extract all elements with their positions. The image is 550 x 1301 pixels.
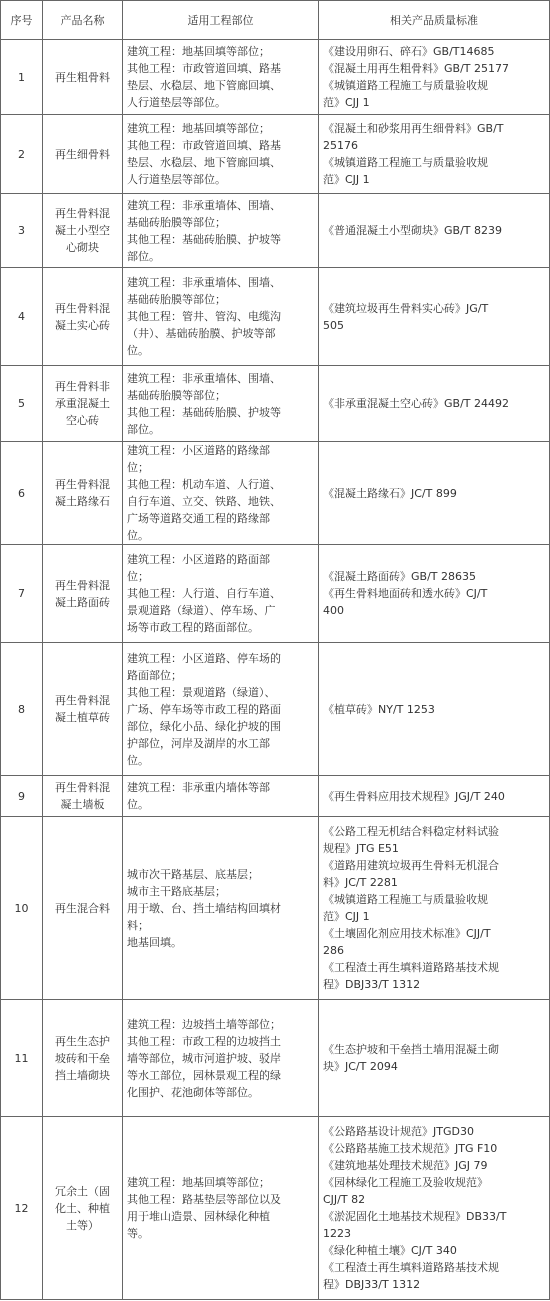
standard-line: 《建设用卵石、碎石》GB/T14685 (323, 45, 495, 58)
application-line: 地基回填。 (127, 935, 182, 949)
application-line: 建筑工程：非承重内墙体等部 (127, 781, 270, 794)
application-line: 位。 (127, 529, 149, 542)
application-line: 景观道路（绿道）、停车场、广 (127, 604, 276, 617)
product-name-line: 冗余土（固 (55, 1184, 110, 1198)
row-index: 7 (1, 545, 43, 643)
quality-standards (319, 366, 550, 442)
application-line: 场等市政工程的路面部位。 (127, 621, 259, 634)
table-header-row (1, 1, 550, 40)
application-parts (123, 545, 319, 643)
row-index: 2 (1, 115, 43, 194)
application-line: 部位，绿化小品、绿化护坡的围 (127, 719, 281, 733)
application-line: 城市次干路基层、底基层； (127, 867, 259, 881)
product-name-line: 再生生态护 (55, 1034, 110, 1048)
application-line: 建筑工程：地基回填等部位； (127, 1176, 270, 1189)
table-row (1, 442, 550, 545)
row-index: 3 (1, 194, 43, 268)
standard-line: 《混凝土路缘石》JC/T 899 (323, 486, 457, 500)
product-name (43, 442, 123, 545)
application-line: 其他工程：基础砖胎膜、护坡等 (127, 232, 281, 246)
standard-line: 块》JC/T 2094 (323, 1060, 398, 1073)
product-name (43, 643, 123, 776)
product-name-line: 凝土小型空 (55, 224, 110, 237)
application-line: （井）、基础砖胎膜、护坡等部 (127, 327, 276, 340)
application-parts (123, 194, 319, 268)
table-row (1, 817, 550, 1000)
row-index: 12 (1, 1117, 43, 1300)
application-line: 基础砖胎膜等部位； (127, 215, 226, 229)
standard-line: CJJ/T 82 (323, 1193, 366, 1206)
application-line: 位。 (127, 753, 149, 767)
application-line: 部位。 (127, 422, 160, 436)
application-line: 基础砖胎膜等部位； (127, 293, 226, 306)
quality-standards (319, 1000, 550, 1117)
product-name-line: 凝土实心砖 (55, 318, 110, 332)
standard-line: 范》CJJ 1 (323, 96, 370, 109)
standard-line: 《城镇道路工程施工与质量验收规 (323, 893, 488, 906)
product-name-line: 再生混合料 (55, 901, 110, 915)
row-index: 6 (1, 442, 43, 545)
application-line: 其他工程：机动车道、人行道、 (127, 478, 281, 491)
row-index: 9 (1, 776, 43, 817)
product-name-line: 凝土路面砖 (55, 595, 110, 609)
application-line: 其他工程：基础砖胎膜、护坡等 (127, 405, 281, 419)
row-index: 8 (1, 643, 43, 776)
standard-line: 《工程渣土再生填料道路路基技术规 (323, 961, 499, 974)
application-line: 城市主干路底基层； (127, 884, 226, 898)
quality-standards (319, 1117, 550, 1300)
row-index: 10 (1, 817, 43, 1000)
product-name-line: 再生骨料混 (55, 207, 110, 220)
table-row (1, 268, 550, 366)
product-name-line: 心砌块 (66, 241, 99, 254)
application-parts (123, 1000, 319, 1117)
standard-line: 范》CJJ 1 (323, 173, 370, 186)
application-parts (123, 268, 319, 366)
standard-line: 《城镇道路工程施工与质量验收规 (323, 156, 488, 169)
standard-line: 《公路路基施工技术规范》JTG F10 (323, 1142, 498, 1155)
standard-line: 《绿化种植土壤》CJ/T 340 (323, 1244, 457, 1257)
standard-line: 《混凝土和砂浆用再生细骨料》GB/T (323, 122, 504, 135)
standard-line: 《混凝土用再生粗骨料》GB/T 25177 (323, 62, 509, 75)
table-row (1, 366, 550, 442)
product-name (43, 366, 123, 442)
application-line: 位； (127, 461, 149, 474)
application-line: 部位。 (127, 249, 160, 263)
product-name-line: 土等） (66, 1218, 99, 1232)
table-row (1, 194, 550, 268)
table-row (1, 1000, 550, 1117)
standard-line: 《建筑垃圾再生骨料实心砖》JG/T (323, 301, 489, 315)
application-line: 人行道垫层等部位。 (127, 173, 226, 186)
product-name-line: 再生骨料混 (55, 781, 110, 794)
standard-line: 《公路工程无机结合料稳定材料试验 (323, 825, 499, 838)
application-line: 建筑工程：小区道路的路面部 (127, 553, 270, 566)
application-parts (123, 817, 319, 1000)
product-name-line: 坡砖和干垒 (55, 1051, 110, 1065)
application-line: 等水工部位，园林景观工程的绿 (127, 1068, 281, 1082)
product-name-line: 挡土墙砌块 (55, 1068, 110, 1082)
application-line: 其他工程：人行道、自行车道、 (127, 587, 281, 600)
standard-line: 《淤泥固化土地基技术规程》DB33/T (323, 1210, 507, 1223)
application-line: 垫层、水稳层、地下管廊回填、 (127, 156, 281, 169)
standard-line: 《普通混凝土小型砌块》GB/T 8239 (323, 224, 502, 237)
standard-line: 400 (323, 604, 344, 617)
row-index: 5 (1, 366, 43, 442)
row-index: 1 (1, 40, 43, 115)
application-line: 路面部位； (127, 668, 182, 682)
application-line: 建筑工程：非承重墙体、围墙、 (127, 276, 281, 289)
standard-line: 《土壤固化剂应用技术标准》CJJ/T (323, 927, 491, 940)
application-line: 其他工程：管井、管沟、电缆沟 (127, 310, 281, 323)
application-line: 垫层、水稳层、地下管廊回填、 (127, 79, 281, 92)
header-index: 序号 (1, 1, 43, 40)
header-application: 适用工程部位 (123, 1, 319, 40)
quality-standards (319, 268, 550, 366)
quality-standards (319, 442, 550, 545)
table-row (1, 1117, 550, 1300)
product-name (43, 194, 123, 268)
quality-standards (319, 194, 550, 268)
product-name (43, 268, 123, 366)
standard-line: 《道路用建筑垃圾再生骨料无机混合 (323, 859, 499, 872)
application-line: 其他工程：路基垫层等部位以及 (127, 1193, 281, 1206)
quality-standards (319, 115, 550, 194)
application-line: 用于堆山造景、园林绿化种植 (127, 1210, 270, 1223)
standard-line: 《再生骨料地面砖和透水砖》CJ/T (323, 587, 488, 600)
quality-standards (319, 545, 550, 643)
product-name-line: 凝土路缘石 (55, 495, 110, 508)
application-line: 其他工程：市政管道回填、路基 (127, 139, 281, 152)
application-line: 位。 (127, 344, 149, 357)
standard-line: 《生态护坡和干垒挡土墙用混凝土砌 (323, 1043, 499, 1056)
application-line: 料； (127, 918, 149, 932)
table-row (1, 776, 550, 817)
application-parts (123, 40, 319, 115)
product-name (43, 40, 123, 115)
standard-line: 《植草砖》NY/T 1253 (323, 702, 435, 716)
row-index: 11 (1, 1000, 43, 1117)
application-line: 其他工程：景观道路（绿道）、 (127, 685, 276, 699)
product-name (43, 115, 123, 194)
standard-line: 程》DBJ33/T 1312 (323, 1278, 421, 1291)
row-index: 4 (1, 268, 43, 366)
application-line: 广场等道路交通工程的路缘部 (127, 512, 270, 525)
application-line: 建筑工程：小区道路的路缘部 (127, 444, 270, 457)
standard-line: 《非承重混凝土空心砖》GB/T 24492 (323, 397, 509, 410)
application-parts (123, 366, 319, 442)
standard-line: 25176 (323, 139, 358, 152)
standard-line: 《再生骨料应用技术规程》JGJ/T 240 (323, 789, 505, 803)
product-name-line: 再生骨料非 (55, 380, 110, 393)
application-parts (123, 1117, 319, 1300)
application-line: 其他工程：市政管道回填、路基 (127, 62, 281, 75)
table-row (1, 643, 550, 776)
standard-line: 《建筑地基处理技术规范》JGJ 79 (323, 1159, 488, 1172)
application-line: 自行车道、立交、铁路、地铁、 (127, 495, 281, 508)
application-parts (123, 115, 319, 194)
product-name-line: 化土、种植 (55, 1201, 110, 1215)
application-parts (123, 776, 319, 817)
table-row (1, 40, 550, 115)
table-row (1, 115, 550, 194)
product-name (43, 545, 123, 643)
table-row (1, 545, 550, 643)
application-parts (123, 442, 319, 545)
standard-line: 《园林绿化工程施工及验收规范》 (323, 1176, 488, 1189)
application-line: 化围护、花池砌体等部位。 (127, 1085, 259, 1099)
standard-line: 《混凝土路面砖》GB/T 28635 (323, 570, 476, 583)
quality-standards (319, 643, 550, 776)
table-body (1, 40, 550, 1300)
product-name-line: 再生骨料混 (55, 578, 110, 592)
application-line: 位。 (127, 798, 149, 811)
application-line: 建筑工程：非承重墙体、围墙、 (127, 371, 281, 385)
standard-line: 范》CJJ 1 (323, 910, 370, 923)
application-line: 建筑工程：小区道路、停车场的 (127, 651, 281, 665)
standard-line: 505 (323, 318, 344, 332)
product-name (43, 817, 123, 1000)
product-name (43, 1000, 123, 1117)
product-name-line: 空心砖 (66, 414, 99, 427)
application-line: 基础砖胎膜等部位； (127, 388, 226, 402)
application-parts (123, 643, 319, 776)
application-line: 用于墩、台、挡土墙结构回填材 (127, 901, 281, 915)
product-name-line: 凝土墙板 (60, 798, 105, 811)
standard-line: 1223 (323, 1227, 351, 1240)
product-name-line: 再生细骨料 (55, 147, 110, 161)
standard-line: 《公路路基设计规范》JTGD30 (323, 1125, 474, 1138)
product-name (43, 776, 123, 817)
product-name-line: 再生骨料混 (55, 301, 110, 315)
quality-standards (319, 776, 550, 817)
product-name-line: 凝土植草砖 (55, 711, 110, 724)
standard-line: 《城镇道路工程施工与质量验收规 (323, 79, 488, 92)
product-name-line: 再生粗骨料 (55, 70, 110, 84)
header-standards: 相关产品质量标准 (319, 1, 550, 40)
standard-line: 286 (323, 944, 344, 957)
application-line: 建筑工程：地基回填等部位； (127, 122, 270, 135)
header-product-name: 产品名称 (43, 1, 123, 40)
application-line: 建筑工程：非承重墙体、围墙、 (127, 198, 281, 212)
standard-line: 程》DBJ33/T 1312 (323, 978, 421, 991)
application-line: 建筑工程：边坡挡土墙等部位； (127, 1017, 281, 1031)
product-name-line: 再生骨料混 (55, 694, 110, 707)
product-name-line: 承重混凝土 (55, 397, 110, 410)
application-line: 位； (127, 570, 149, 583)
quality-standards (319, 40, 550, 115)
standard-line: 《工程渣土再生填料道路路基技术规 (323, 1261, 499, 1274)
application-line: 广场、停车场等市政工程的路面 (127, 702, 281, 716)
application-line: 人行道垫层等部位。 (127, 96, 226, 109)
application-line: 墙等部位，城市河道护坡、驳岸 (127, 1051, 281, 1065)
product-name-line: 再生骨料混 (55, 478, 110, 491)
application-line: 其他工程：市政工程的边坡挡土 (127, 1034, 281, 1048)
quality-standards (319, 817, 550, 1000)
application-line: 等。 (127, 1227, 149, 1240)
product-name (43, 1117, 123, 1300)
application-line: 建筑工程：地基回填等部位； (127, 45, 270, 58)
standard-line: 规程》JTG E51 (323, 842, 399, 855)
application-line: 护部位，河岸及湖岸的水工部 (127, 736, 270, 750)
standard-line: 料》JC/T 2281 (323, 876, 398, 889)
